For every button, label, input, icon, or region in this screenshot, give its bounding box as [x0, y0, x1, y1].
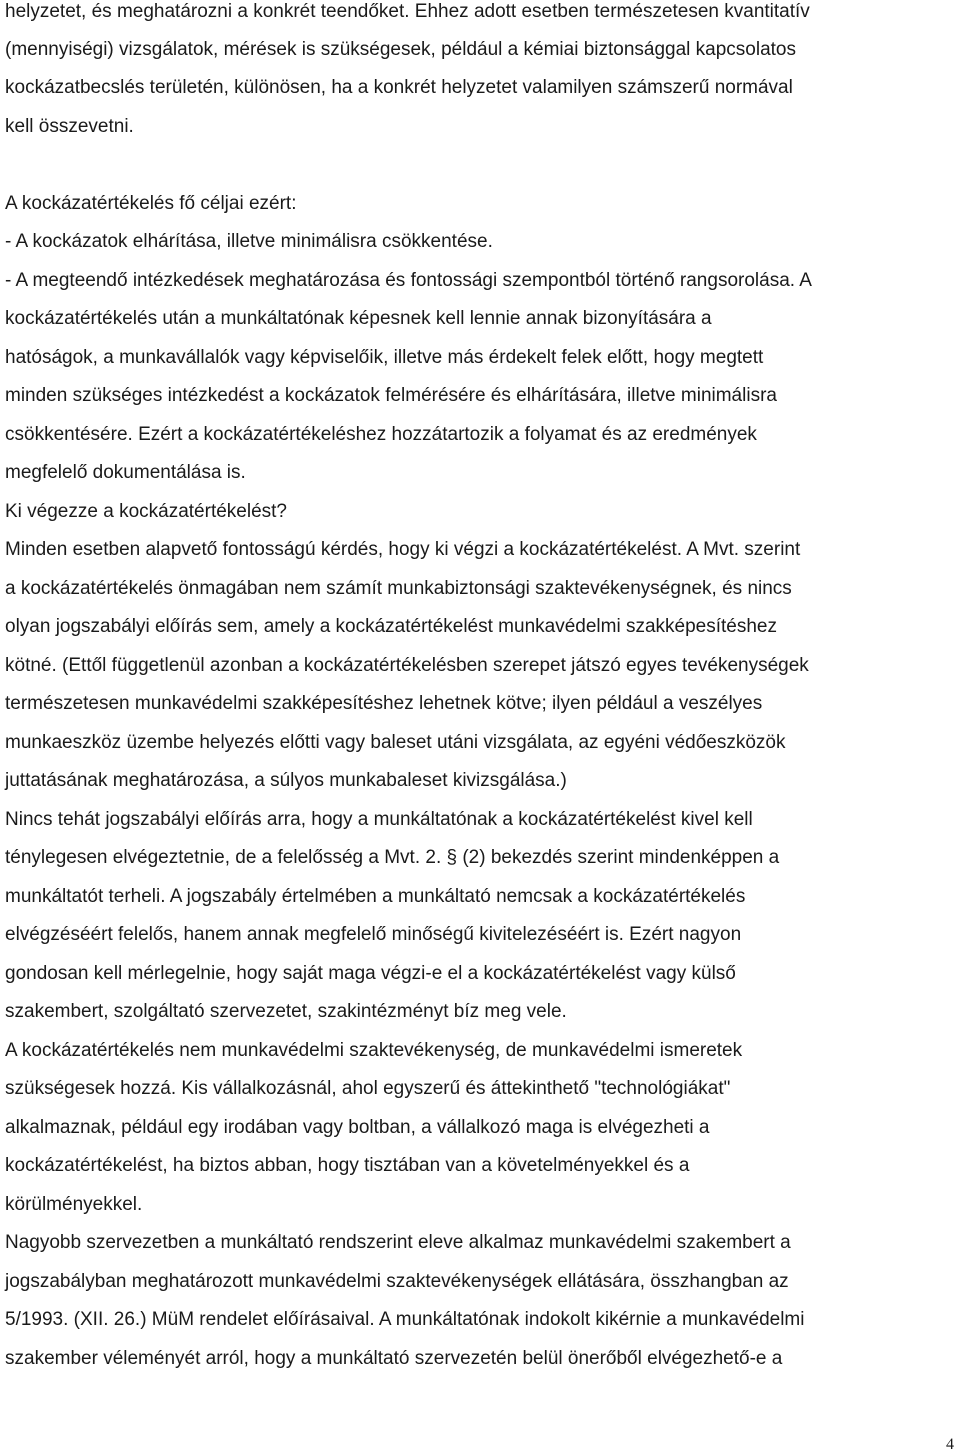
page-number: 4 [946, 1436, 954, 1453]
text-line: A kockázatértékelés nem munkavédelmi szaktevékenység, de munkavédelmi ismeretek [5, 1040, 743, 1061]
text-line: Nincs tehát jogszabályi előírás arra, hogy a munkáltatónak a kockázatértékelést kivel kell [5, 809, 753, 830]
text-line: kell összevetni. [5, 116, 134, 137]
list-item: - A megteendő intézkedések meghatározása és fontossági szempontból történő rangsorolása. A [5, 270, 812, 291]
section-heading: Ki végezze a kockázatértékelést? [5, 501, 287, 522]
text-line: jogszabályban meghatározott munkavédelmi szaktevékenységek ellátására, összhangban az [5, 1271, 789, 1292]
text-line: elvégzéséért felelős, hanem annak megfelelő minőségű kivitelezéséért is. Ezért nagyon [5, 924, 742, 945]
text-line: olyan jogszabályi előírás sem, amely a kockázatértékelést munkavédelmi szakképesítéshez [5, 616, 777, 637]
text-line: 5/1993. (XII. 26.) MüM rendelet előírásaival. A munkáltatónak indokolt kikérnie a munkavédelmi [5, 1309, 805, 1330]
text-line: (mennyiségi) vizsgálatok, mérések is szükségesek, például a kémiai biztonsággal kapcsolatos [5, 39, 796, 60]
text-line: szakembert, szolgáltató szervezetet, szakintézményt bíz meg vele. [5, 1001, 567, 1022]
text-line: megfelelő dokumentálása is. [5, 462, 246, 483]
text-line: kötné. (Ettől függetlenül azonban a kockázatértékelésben szerepet játszó egyes tevékenységek [5, 655, 809, 676]
text-line: minden szükséges intézkedést a kockázatok felmérésére és elhárítására, illetve minimálisra [5, 385, 777, 406]
text-line: helyzetet, és meghatározni a konkrét teendőket. Ehhez adott esetben természetesen kvantitatív [5, 1, 810, 22]
text-line: alkalmaznak, például egy irodában vagy boltban, a vállalkozó maga is elvégezheti a [5, 1117, 710, 1138]
text-line: gondosan kell mérlegelnie, hogy saját maga végzi-e el a kockázatértékelést vagy külső [5, 963, 736, 984]
text-line: ténylegesen elvégeztetnie, de a felelősség a Mvt. 2. § (2) bekezdés szerint mindenképpen a [5, 847, 780, 868]
text-line: kockázatértékelés után a munkáltatónak képesnek kell lennie annak bizonyítására a [5, 308, 712, 329]
text-line: szakember véleményét arról, hogy a munkáltató szervezetén belül önerőből elvégezhető-e a [5, 1348, 783, 1369]
text-line: a kockázatértékelés önmagában nem számít munkabiztonsági szaktevékenységnek, és nincs [5, 578, 792, 599]
text-line: körülményekkel. [5, 1194, 143, 1215]
text-line: munkaeszköz üzembe helyezés előtti vagy baleset utáni vizsgálata, az egyéni védőeszközök [5, 732, 786, 753]
text-line: juttatásának meghatározása, a súlyos munkabaleset kivizsgálása.) [5, 770, 567, 791]
text-line: Minden esetben alapvető fontosságú kérdés, hogy ki végzi a kockázatértékelést. A Mvt. szerint [5, 539, 801, 560]
text-line: Nagyobb szervezetben a munkáltató rendszerint eleve alkalmaz munkavédelmi szakembert a [5, 1232, 791, 1253]
text-line: természetesen munkavédelmi szakképesítéshez lehetnek kötve; ilyen például a veszélyes [5, 693, 763, 714]
text-line: csökkentésére. Ezért a kockázatértékeléshez hozzátartozik a folyamat és az eredmények [5, 424, 757, 445]
text-line: kockázatbecslés területén, különösen, ha a konkrét helyzetet valamilyen számszerű normával [5, 77, 793, 98]
text-line: hatóságok, a munkavállalók vagy képviselőik, illetve más érdekelt felek előtt, hogy megtett [5, 347, 764, 368]
list-item: - A kockázatok elhárítása, illetve minimálisra csökkentése. [5, 231, 493, 252]
text-line: kockázatértékelést, ha biztos abban, hogy tisztában van a követelményekkel és a [5, 1155, 690, 1176]
section-heading: A kockázatértékelés fő céljai ezért: [5, 193, 297, 214]
text-line: szükségesek hozzá. Kis vállalkozásnál, ahol egyszerű és áttekinthető "technológiákat" [5, 1078, 731, 1099]
text-line: munkáltatót terheli. A jogszabály értelmében a munkáltató nemcsak a kockázatértékelés [5, 886, 746, 907]
